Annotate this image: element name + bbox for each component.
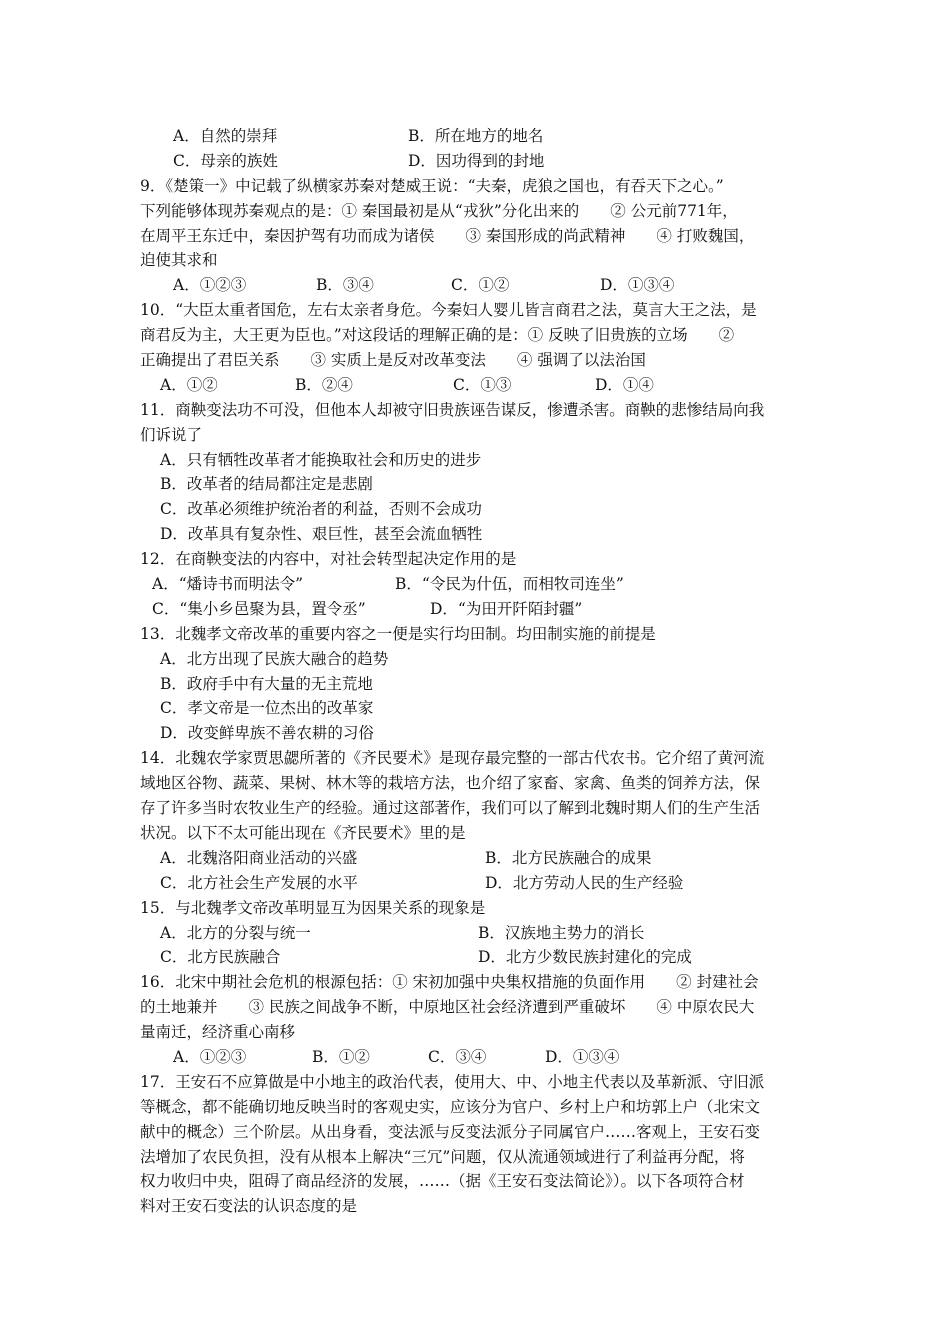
q12-option-a: A．“燔诗书而明法令” bbox=[152, 575, 304, 594]
q10-option-b: B．②④ bbox=[295, 375, 353, 394]
q13-option-d-text: D．改变鲜卑族不善农耕的习俗 bbox=[160, 724, 374, 743]
q14-option-a: A．北魏洛阳商业活动的兴盛 bbox=[160, 848, 358, 867]
q10-options-row bbox=[140, 373, 812, 398]
q8-options-row-2 bbox=[140, 149, 812, 174]
q9-option-b: B．③④ bbox=[316, 276, 374, 295]
q15-option-a: A．北方的分裂与统一 bbox=[160, 923, 311, 942]
q9-option-d: D．①③④ bbox=[600, 276, 675, 295]
q10-option-a: A．①② bbox=[160, 375, 218, 394]
q16-option-d: D．①③④ bbox=[545, 1047, 620, 1066]
q15-option-d: D．北方少数民族封建化的完成 bbox=[478, 948, 692, 967]
q10-option-d: D．①④ bbox=[595, 375, 654, 394]
q12-option-c: C．“集小乡邑聚为县，置令丞” bbox=[152, 599, 366, 618]
q8-option-d: D．因功得到的封地 bbox=[408, 151, 545, 170]
q13-option-b bbox=[140, 672, 812, 697]
q10-option-c: C．①③ bbox=[453, 375, 512, 394]
q13-option-a bbox=[140, 647, 812, 672]
q12-options-row-2 bbox=[140, 597, 812, 622]
q16-option-b: B．①② bbox=[312, 1047, 370, 1066]
q10-stem-line: 正确提出了君臣关系 ③ 实质上是反对改革变法 ④ 强调了以法治国 bbox=[140, 351, 646, 370]
q13-option-b-text: B．政府手中有大量的无主荒地 bbox=[160, 674, 373, 693]
q16-stem-line: 16．北宋中期社会危机的根源包括：① 宋初加强中央集权措施的负面作用 ② 封建社会 bbox=[140, 973, 759, 992]
q15-option-c: C．北方民族融合 bbox=[160, 948, 281, 967]
q12-option-b: B．“令民为什伍，而相牧司连坐” bbox=[395, 575, 624, 594]
q17-stem-line: 权力收归中央，阻碍了商品经济的发展，……（据《王安石变法简论》）。以下各项符合材 bbox=[140, 1172, 745, 1191]
q10-stem-line: 10．“大臣太重者国危，左右太亲者身危。今秦妇人婴儿皆言商君之法，莫言大王之法，是 bbox=[140, 301, 757, 320]
q16-option-a: A．①②③ bbox=[173, 1047, 247, 1066]
q12-option-d: D．“为田开阡陌封疆” bbox=[430, 599, 583, 618]
q9-options-row bbox=[140, 273, 812, 298]
q15-stem-line: 15．与北魏孝文帝改革明显互为因果关系的现象是 bbox=[140, 898, 486, 917]
q9-option-a: A．①②③ bbox=[173, 276, 247, 295]
q13-option-c bbox=[140, 696, 812, 721]
q15-options-row-2 bbox=[140, 945, 812, 970]
q8-option-a: A．自然的崇拜 bbox=[173, 127, 278, 145]
q11-option-a-text: A．只有牺牲改革者才能换取社会和历史的进步 bbox=[160, 450, 482, 469]
q8-option-b: B．所在地方的地名 bbox=[408, 127, 544, 145]
q16-options-row bbox=[140, 1045, 812, 1070]
q13-option-c-text: C．孝文帝是一位杰出的改革家 bbox=[160, 699, 374, 718]
q14-stem-line: 域地区谷物、蔬菜、果树、林木等的栽培方法，也介绍了家畜、家禽、鱼类的饲养方法，保 bbox=[140, 774, 761, 793]
q17-stem-line: 等概念，都不能确切地反映当时的客观史实，应该分为官户、乡村上户和坊郭上户（北宋文 bbox=[140, 1097, 761, 1116]
q9-stem-line: 迫使其求和 bbox=[140, 251, 218, 270]
q8-option-c: C．母亲的族姓 bbox=[173, 151, 278, 170]
q17-stem-line: 17．王安石不应算做是中小地主的政治代表，使用大、中、小地主代表以及革新派、守旧派 bbox=[140, 1072, 765, 1091]
q9-stem-line: 在周平王东迁中，秦因护驾有功而成为诸侯 ③ 秦国形成的尚武精神 ④ 打败魏国， bbox=[140, 226, 755, 245]
q12-options-row-1 bbox=[140, 572, 812, 597]
q14-option-b: B．北方民族融合的成果 bbox=[485, 848, 652, 867]
q11-option-d bbox=[140, 522, 812, 547]
q14-stem-line: 存了许多当时农牧业生产的经验。通过这部著作，我们可以了解到北魏时期人们的生产生活 bbox=[140, 799, 761, 818]
q13-stem-line: 13．北魏孝文帝改革的重要内容之一便是实行均田制。均田制实施的前提是 bbox=[140, 624, 656, 643]
q17-stem-line: 献中的概念）三个阶层。从出身看，变法派与反变法派分子同属官户……客观上，王安石变 bbox=[140, 1122, 761, 1141]
q14-stem-line: 状况。以下不太可能出现在《齐民要术》里的是 bbox=[140, 823, 466, 842]
q14-option-c: C．北方社会生产发展的水平 bbox=[160, 873, 358, 892]
q17-stem-line: 料对王安石变法的认识态度的是 bbox=[140, 1197, 358, 1216]
q11-option-c-text: C．改革必须维护统治者的利益，否则不会成功 bbox=[160, 500, 482, 519]
q11-option-a bbox=[140, 448, 812, 473]
q14-stem-line: 14．北魏农学家贾思勰所著的《齐民要术》是现存最完整的一部古代农书。它介绍了黄河流 bbox=[140, 749, 765, 768]
q14-option-d: D．北方劳动人民的生产经验 bbox=[485, 873, 684, 892]
q11-option-b-text: B．改革者的结局都注定是悲剧 bbox=[160, 475, 373, 494]
q14-options-row-1 bbox=[140, 846, 812, 871]
q9-stem-line: 下列能够体现苏秦观点的是：① 秦国最初是从“戎狄”分化出来的 ② 公元前771年， bbox=[140, 201, 738, 220]
q13-option-d bbox=[140, 721, 812, 746]
q15-option-b: B．汉族地主势力的消长 bbox=[478, 923, 645, 942]
exam-page bbox=[140, 124, 812, 1219]
q8-options-row-1 bbox=[140, 124, 812, 149]
q9-option-c: C．①② bbox=[451, 276, 510, 295]
q9-stem-line: 9．《楚策一》中记载了纵横家苏秦对楚威王说：“夫秦，虎狼之国也，有吞天下之心。” bbox=[140, 176, 724, 195]
q16-stem-line: 的土地兼并 ③ 民族之间战争不断，中原地区社会经济遭到严重破坏 ④ 中原农民大 bbox=[140, 998, 755, 1017]
q11-option-b bbox=[140, 472, 812, 497]
q17-stem-line: 法增加了农民负担，没有从根本上解决“三冗”问题，仅从流通领域进行了利益再分配，将 bbox=[140, 1147, 745, 1166]
q11-stem-line: 11．商鞅变法功不可没，但他本人却被守旧贵族诬告谋反，惨遭杀害。商鞅的悲惨结局向我 bbox=[140, 400, 765, 419]
q11-option-c bbox=[140, 497, 812, 522]
q16-option-c: C．③④ bbox=[428, 1047, 487, 1066]
q12-stem-line: 12．在商鞅变法的内容中，对社会转型起决定作用的是 bbox=[140, 550, 517, 569]
q13-option-a-text: A．北方出现了民族大融合的趋势 bbox=[160, 649, 389, 668]
q11-option-d-text: D．改革具有复杂性、艰巨性，甚至会流血牺牲 bbox=[160, 525, 483, 544]
q10-stem-line: 商君反为主，大王更为臣也。”对这段话的理解正确的是：① 反映了旧贵族的立场 ② bbox=[140, 326, 735, 345]
q15-options-row-1 bbox=[140, 921, 812, 946]
q11-stem-line: 们诉说了 bbox=[140, 425, 203, 444]
q14-options-row-2 bbox=[140, 871, 812, 896]
q16-stem-line: 量南迁，经济重心南移 bbox=[140, 1023, 296, 1042]
